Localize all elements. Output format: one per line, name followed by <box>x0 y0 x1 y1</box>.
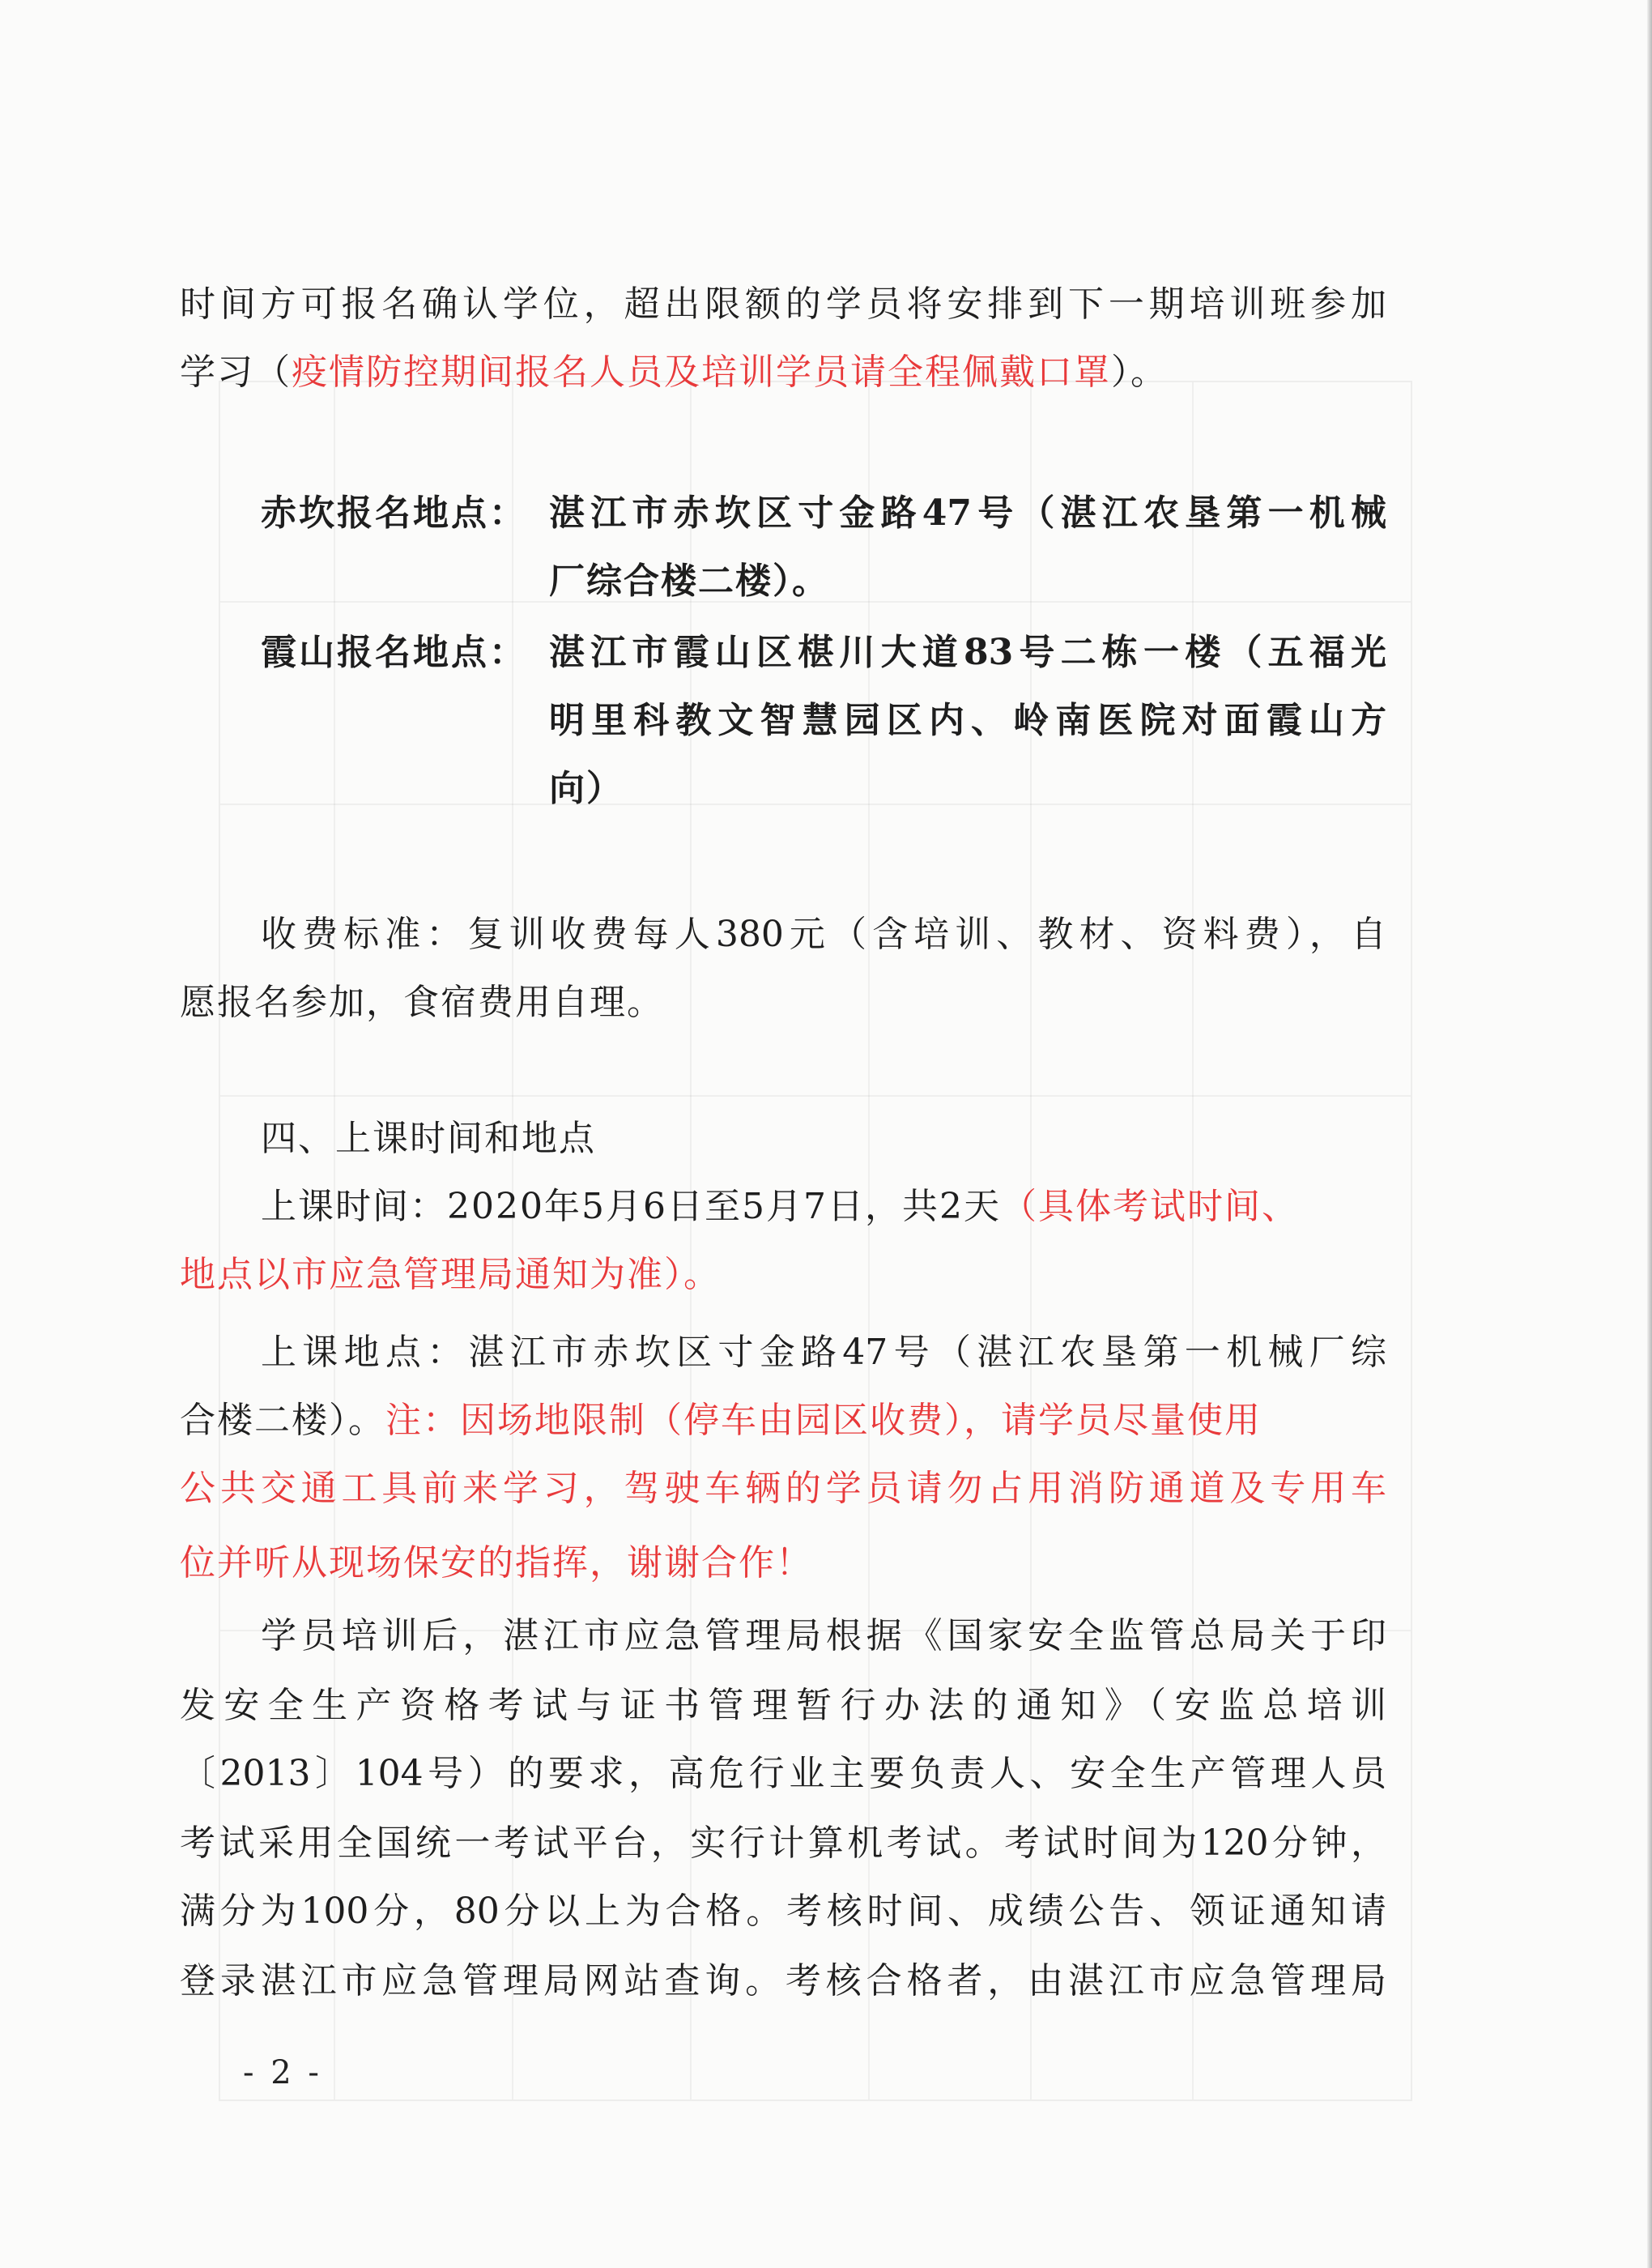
text-run: ）。 <box>1111 352 1168 393</box>
class-time <box>261 1183 1299 1231</box>
class-place <box>180 1396 1262 1445</box>
exam-paragraph-line: 考试采用全国统一考试平台，实行计算机考试。考试时间为120分钟， <box>180 1823 1386 1864</box>
exam-paragraph-line: 登录湛江市应急管理局网站查询。考核合格者，由湛江市应急管理局 <box>180 1960 1386 2002</box>
paragraph-line <box>180 348 1168 397</box>
scan-edge <box>1647 0 1652 2268</box>
class-time-note: 地点以市应急管理局通知为准）。 <box>180 1254 721 1295</box>
text-run: 上课时间：2020年5月6日至5月7日，共2天 <box>261 1186 1001 1227</box>
chikan-address: 湛江市赤坎区寸金路47号（湛江农垦第一机械 <box>549 492 1386 534</box>
exam-paragraph-line: 学员培训后，湛江市应急管理局根据《国家安全监管总局关于印 <box>261 1615 1386 1656</box>
xiashan-address: 明里科教文智慧园区内、岭南医院对面霞山方 <box>549 700 1386 741</box>
class-time-note: （具体考试时间、 <box>1000 1186 1299 1227</box>
bleed-line <box>220 1095 1411 1097</box>
parking-notice: 注：因场地限制（停车由园区收费），请学员尽量使用 <box>385 1400 1262 1441</box>
fee-standard: 收费标准：复训收费每人380元（含培训、教材、资料费），自 <box>261 914 1386 955</box>
chikan-location-label: 赤坎报名地点： <box>261 492 527 534</box>
parking-notice: 位并听从现场保安的指挥，谢谢合作！ <box>180 1542 813 1584</box>
text-run: 合楼二楼）。 <box>180 1400 385 1441</box>
fee-standard: 愿报名参加，食宿费用自理。 <box>180 982 664 1023</box>
text-run: 学习（ <box>180 352 292 393</box>
mask-notice: 疫情防控期间报名人员及培训学员请全程佩戴口罩 <box>292 352 1111 393</box>
exam-paragraph-line: 满分为100分，80分以上为合格。考核时间、成绩公告、领证通知请 <box>180 1891 1386 1932</box>
section-heading: 四、上课时间和地点 <box>261 1118 596 1159</box>
xiashan-location-label: 霞山报名地点： <box>261 632 527 673</box>
exam-paragraph-line: 发安全生产资格考试与证书管理暂行办法的通知》（安监总培训 <box>180 1685 1386 1726</box>
page-number: - 2 - <box>243 2054 322 2091</box>
bleed-line <box>220 804 1411 805</box>
xiashan-address: 湛江市霞山区椹川大道83号二栋一楼（五福光 <box>549 632 1386 673</box>
chikan-address: 厂综合楼二楼）。 <box>549 561 829 602</box>
paragraph-line: 时间方可报名确认学位，超出限额的学员将安排到下一期培训班参加 <box>180 284 1386 325</box>
xiashan-address: 向） <box>549 768 624 809</box>
exam-paragraph-line: 〔2013〕104号）的要求，高危行业主要负责人、安全生产管理人员 <box>180 1753 1386 1794</box>
parking-notice: 公共交通工具前来学习，驾驶车辆的学员请勿占用消防通道及专用车 <box>180 1468 1386 1509</box>
class-place: 上课地点：湛江市赤坎区寸金路47号（湛江农垦第一机械厂综 <box>261 1332 1386 1373</box>
